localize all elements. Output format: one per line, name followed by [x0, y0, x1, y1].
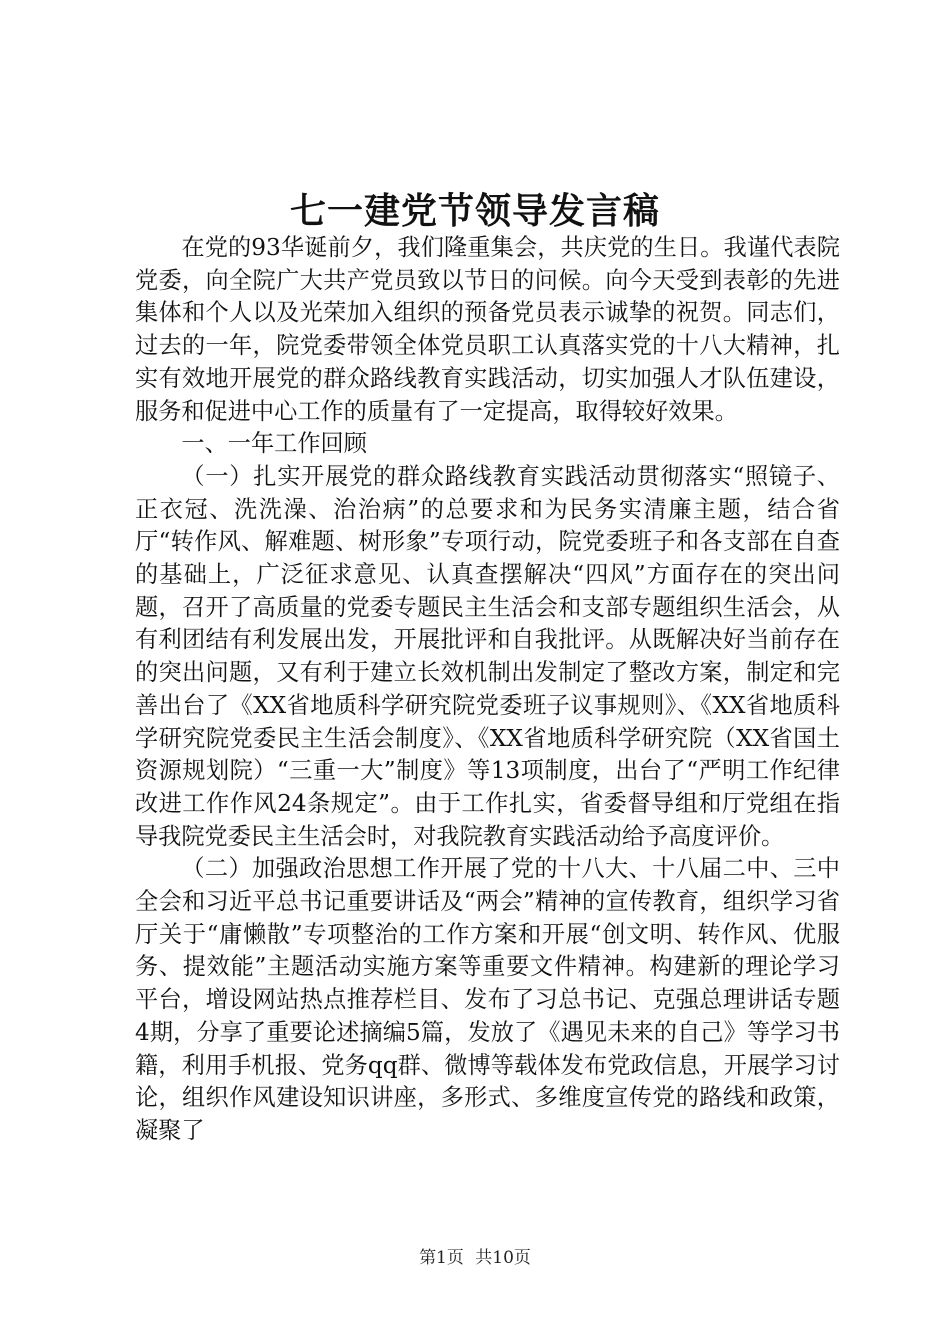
paragraph-item-2: （二）加强政治思想工作开展了党的十八大、十八届二中、三中全会和习近平总书记重要讲话及“两会”精神的宣传教育，组织学习省厅关于“庸懒散”专项整治的工作方案和开展“创文明、转作风、优服务、提效能”主题活动实施方案等重要文件精神。构建新的理论学习平台，增设网站热点推荐栏目、发布了习总书记、克强总理讲话专题4期，分享了重要论述摘编5篇，发放了《遇见未来的自己》等学习书籍，利用手机报、党务qq群、微博等载体发布党政信息，开展学习讨论，组织作风建设知识讲座，多形式、多维度宣传党的路线和政策，凝聚了	[135, 855, 840, 1144]
document-body	[135, 232, 840, 1148]
document-title: 七一建党节领导发言稿	[289, 190, 660, 232]
page-number: 第1页	[419, 1248, 464, 1268]
section-heading: 一、一年工作回顾	[181, 430, 367, 458]
paragraph-item-1: （一）扎实开展党的群众路线教育实践活动贯彻落实“照镜子、正衣冠、洗洗澡、治治病”的总要求和为民务实清廉主题，结合省厅“转作风、解难题、树形象”专项行动，院党委班子和各支部在自查的基础上，广泛征求意见、认真查摆解决“四风”方面存在的突出问题，召开了高质量的党委专题民主生活会和支部专题组织生活会，从有利团结有利发展出发，开展批评和自我批评。从既解决好当前存在的突出问题，又有利于建立长效机制出发制定了整改方案，制定和完善出台了《XX省地质科学研究院党委班子议事规则》、《XX省地质科学研究院党委民主生活会制度》、《XX省地质科学研究院（XX省国土资源规划院）“三重一大”制度》等13项制度，出台了“严明工作纪律改进工作作风24条规定”。由于工作扎实，省委督导组和厅党组在指导我院党委民主生活会时，对我院教育实践活动给予高度评价。	[135, 462, 840, 850]
paragraph-intro: 在党的93华诞前夕，我们隆重集会，共庆党的生日。我谨代表院党委，向全院广大共产党员致以节日的问候。向今天受到表彰的先进集体和个人以及光荣加入组织的预备党员表示诚挚的祝贺。同志们，过去的一年，院党委带领全体党员职工认真落实党的十八大精神，扎实有效地开展党的群众路线教育实践活动，切实加强人才队伍建设，服务和促进中心工作的质量有了一定提高，取得较好效果。	[135, 234, 840, 425]
page-total: 共10页	[475, 1248, 531, 1268]
page-footer	[0, 1243, 950, 1268]
